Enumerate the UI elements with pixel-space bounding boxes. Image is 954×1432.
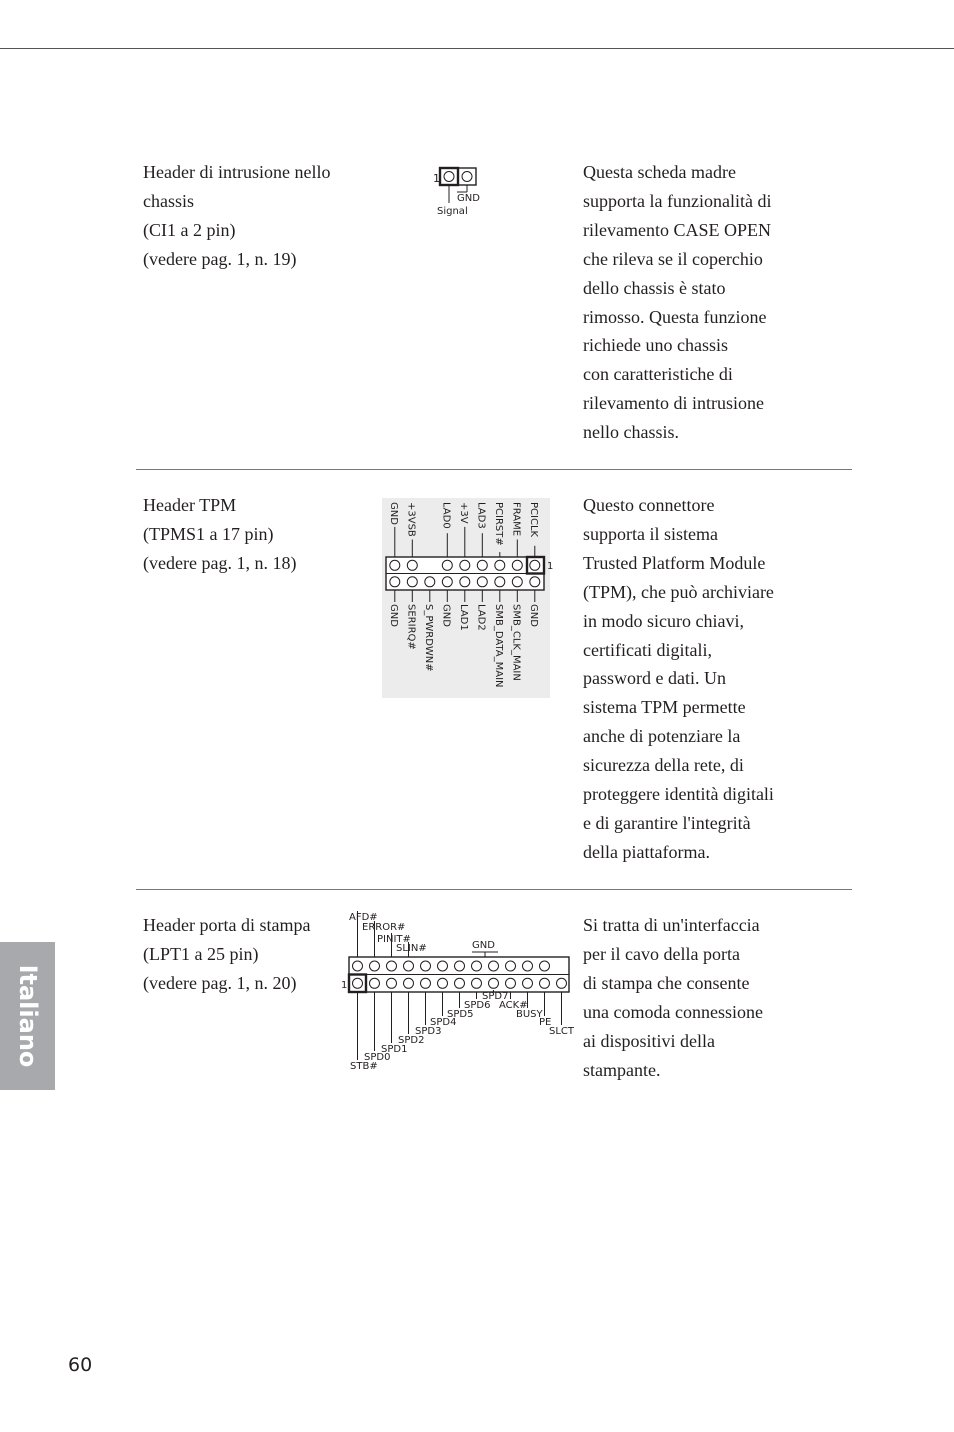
pin-label: ERROR#: [362, 922, 406, 933]
ci1-title: Header di intrusione nello chassis (CI1 a 2 pin) (vedere pag. 1, n. 19): [143, 162, 331, 269]
pin-label: SERIRQ#: [405, 604, 417, 650]
section-divider: [136, 469, 852, 470]
ci1-description: Questa scheda madre supporta la funzionalità di rilevamento CASE OPEN che rileva se il coperchio dello chassis è stato rimosso. Questa funzione richiede uno chassis con caratteristiche di rilevamento di intrusione nello chassis.: [583, 162, 772, 443]
pin-label: GND: [527, 604, 539, 627]
pin1-label: 1: [547, 561, 554, 572]
pin: [438, 978, 448, 988]
gnd-label: GND: [457, 193, 480, 204]
pin-label: +3VSB: [405, 502, 417, 537]
pin-label: PINIT#: [377, 934, 411, 945]
lpt-title: Header porta di stampa (LPT1 a 25 pin) (vedere pag. 1, n. 20): [143, 915, 311, 993]
pin-label: LAD2: [475, 604, 487, 631]
pin-label: SPD2: [398, 1035, 425, 1046]
pin-label: PCIRST#: [492, 502, 504, 546]
pin: [404, 961, 414, 971]
language-side-tab: [0, 942, 55, 1090]
pin: [387, 978, 397, 988]
pin-label: SPD6: [464, 1000, 491, 1011]
pin: [370, 978, 380, 988]
pin1-label: 1: [433, 172, 440, 185]
pin-label: S_PWRDWN#: [422, 604, 434, 672]
pin-label: LAD0: [440, 502, 452, 529]
pin: [506, 978, 516, 988]
pin-label: GND: [440, 604, 452, 627]
pin-label: +3V: [457, 502, 469, 524]
pin: [353, 961, 363, 971]
pin-label: SLIN#: [396, 943, 427, 954]
pin-label: SPD3: [415, 1026, 442, 1037]
signal-label: Signal: [437, 206, 468, 217]
pin-label: FRAME: [510, 502, 522, 537]
pin: [523, 961, 533, 971]
pin: [489, 978, 499, 988]
pin: [404, 978, 414, 988]
pin: [353, 978, 363, 988]
language-label: Italiano: [13, 964, 42, 1068]
pin-label: STB#: [350, 1061, 378, 1072]
pin-label: SPD1: [381, 1044, 408, 1055]
pin-label: BUSY: [516, 1009, 543, 1020]
pin-label: PCICLK: [527, 502, 539, 538]
lpt-pin-diagram: [338, 908, 578, 1074]
pin: [540, 978, 550, 988]
pin1-label: 1: [341, 980, 348, 991]
pin-label: PE: [539, 1017, 552, 1028]
pin: [506, 961, 516, 971]
tpm-pin-diagram: [382, 498, 558, 700]
pin-label: LAD1: [457, 604, 469, 631]
page-number: 60: [68, 1354, 93, 1376]
pin-label: SPD7: [482, 991, 509, 1002]
pin-label: SPD5: [447, 1009, 474, 1020]
pin: [455, 978, 465, 988]
pin-label: AFD#: [349, 912, 378, 923]
pin: [472, 978, 482, 988]
section-divider: [136, 889, 852, 890]
pin-label: GND: [387, 502, 399, 525]
pin: [387, 961, 397, 971]
pin: [489, 961, 499, 971]
lpt-description: Si tratta di un'interfaccia per il cavo della porta di stampa che consente una comoda connessione ai dispositivi della stampante.: [583, 915, 763, 1080]
ci1-pin-diagram: [428, 163, 508, 219]
pin: [523, 978, 533, 988]
pin-label: GND: [472, 940, 495, 951]
pin-label: ACK#: [499, 1000, 528, 1011]
pin: [540, 961, 550, 971]
pin: [370, 961, 380, 971]
pin-label: SMB_CLK_MAIN: [510, 604, 522, 681]
pin-label: SPD4: [430, 1017, 457, 1028]
pin-label: GND: [387, 604, 399, 627]
pin: [557, 978, 567, 988]
pin-label: LAD3: [475, 502, 487, 529]
pin: [455, 961, 465, 971]
tpm-description: Questo connettore supporta il sistema Trusted Platform Module (TPM), che può archiviare in modo sicuro chiavi, certificati digitali, password e dati. Un sistema TPM permette anche di potenziare la sicurezza della rete, di proteggere identità digitali e di garantire l'integrità della piattaforma.: [583, 495, 774, 862]
pin: [438, 961, 448, 971]
pin-label: SPD0: [364, 1052, 391, 1063]
pin: [421, 978, 431, 988]
pin: [421, 961, 431, 971]
pin-label: SMB_DATA_MAIN: [492, 604, 504, 688]
pin: [472, 961, 482, 971]
header-rule: [0, 48, 954, 49]
pin-label: SLCT: [549, 1026, 575, 1037]
tpm-title: Header TPM (TPMS1 a 17 pin) (vedere pag. 1, n. 18): [143, 495, 297, 573]
